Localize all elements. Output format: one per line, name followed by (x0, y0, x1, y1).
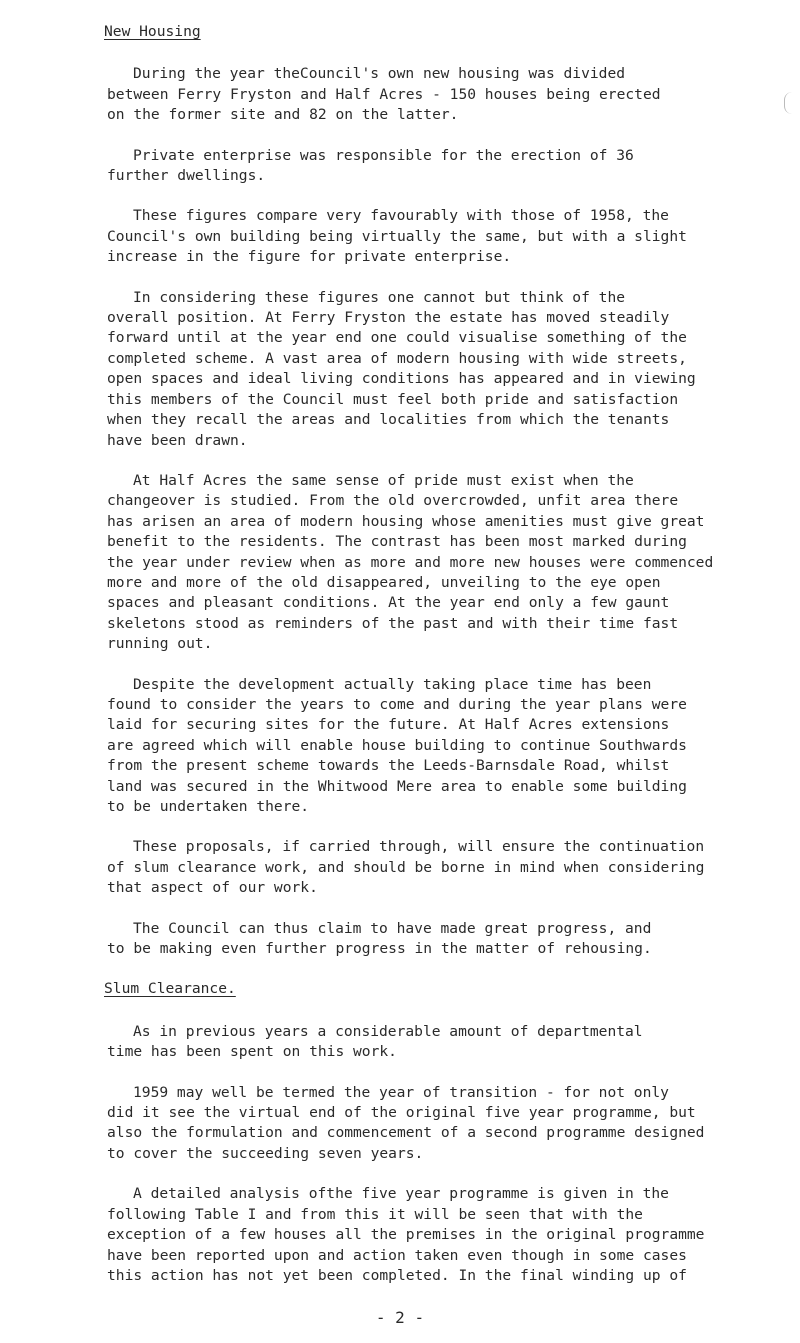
text-line: land was secured in the Whitwood Mere area to enable some building (107, 777, 687, 795)
text-line: has arisen an area of modern housing whose amenities must give great (107, 512, 705, 530)
text-line: completed scheme. A vast area of modern housing with wide streets, (107, 349, 687, 367)
paragraph (107, 837, 787, 898)
paragraph (107, 206, 787, 267)
text-line: when they recall the areas and localities from which the tenants (107, 411, 670, 429)
text-line: running out. (107, 635, 213, 653)
text-line: on the former site and 82 on the latter. (107, 106, 459, 124)
section-heading-new-housing: New Housing (104, 23, 201, 40)
text-line: The Council can thus claim to have made great progress, and (133, 919, 652, 937)
text-line: 1959 may well be termed the year of transition - for not only (133, 1083, 669, 1101)
text-line: exception of a few houses all the premises in the original programme (107, 1226, 705, 1244)
paragraph (107, 1184, 787, 1286)
text-line: forward until at the year end one could visualise something of the (107, 329, 687, 347)
text-line: Private enterprise was responsible for the erection of 36 (133, 146, 634, 164)
text-line: also the formulation and commencement of a second programme designed (107, 1124, 705, 1142)
text-line: this action has not yet been completed. In the final winding up of (107, 1266, 687, 1284)
text-line: of slum clearance work, and should be borne in mind when considering (107, 858, 705, 876)
text-line: found to consider the years to come and during the year plans were (107, 695, 687, 713)
text-line: These figures compare very favourably with those of 1958, the (133, 207, 669, 225)
text-line: As in previous years a considerable amount of departmental (133, 1022, 643, 1040)
text-line: to be making even further progress in the matter of rehousing. (107, 940, 652, 958)
page-number: - 2 - (375, 1308, 425, 1327)
paragraph (107, 146, 787, 187)
text-line: skeletons stood as reminders of the past and with their time fast (107, 614, 679, 632)
document-body (104, 22, 787, 1306)
paragraph (107, 1083, 787, 1165)
paragraph (107, 288, 787, 451)
text-line: open spaces and ideal living conditions has appeared and in viewing (107, 370, 696, 388)
text-line: did it see the virtual end of the original five year programme, but (107, 1104, 696, 1122)
text-line: increase in the figure for private enterprise. (107, 248, 512, 266)
paragraph (107, 919, 787, 960)
paragraph (107, 1022, 787, 1063)
text-line: laid for securing sites for the future. At Half Acres extensions (107, 716, 670, 734)
text-line: from the present scheme towards the Leeds-Barnsdale Road, whilst (107, 757, 670, 775)
text-line: that aspect of our work. (107, 879, 318, 897)
text-line: Council's own building being virtually the same, but with a slight (107, 227, 687, 245)
text-line: more and more of the old disappeared, unveiling to the eye open (107, 573, 661, 591)
text-line: These proposals, if carried through, will ensure the continuation (133, 838, 705, 856)
paragraph (107, 64, 787, 125)
text-line: to be undertaken there. (107, 798, 310, 815)
text-line: to cover the succeeding seven years. (107, 1144, 424, 1162)
text-line: A detailed analysis ofthe five year programme is given in the (133, 1185, 669, 1203)
paragraph (107, 675, 787, 818)
text-line: During the year theCouncil's own new housing was divided (133, 65, 626, 83)
text-line: have been reported upon and action taken even though in some cases (107, 1246, 687, 1264)
text-line: spaces and pleasant conditions. At the year end only a few gaunt (107, 594, 670, 612)
paragraph (107, 471, 787, 655)
text-line: overall position. At Ferry Fryston the estate has moved steadily (107, 309, 670, 327)
text-line: further dwellings. (107, 167, 266, 185)
text-line: have been drawn. (107, 431, 248, 449)
text-line: At Half Acres the same sense of pride must exist when the (133, 471, 634, 489)
text-line: between Ferry Fryston and Half Acres - 150 houses being erected (107, 85, 661, 103)
text-line: In considering these figures one cannot but think of the (133, 288, 626, 306)
text-line: changeover is studied. From the old overcrowded, unfit area there (107, 492, 679, 510)
text-line: following Table I and from this it will be seen that with the (107, 1205, 643, 1223)
text-line: this members of the Council must feel both pride and satisfaction (107, 390, 679, 408)
text-line: benefit to the residents. The contrast has been most marked during (107, 533, 687, 551)
section-heading-slum-clearance: Slum Clearance. (104, 980, 236, 998)
text-line: the year under review when as more and more new houses were commenced (107, 553, 714, 571)
text-line: are agreed which will enable house building to continue Southwards (107, 736, 687, 754)
text-line: Despite the development actually taking place time has been (133, 675, 652, 693)
text-line: time has been spent on this work. (107, 1043, 397, 1061)
